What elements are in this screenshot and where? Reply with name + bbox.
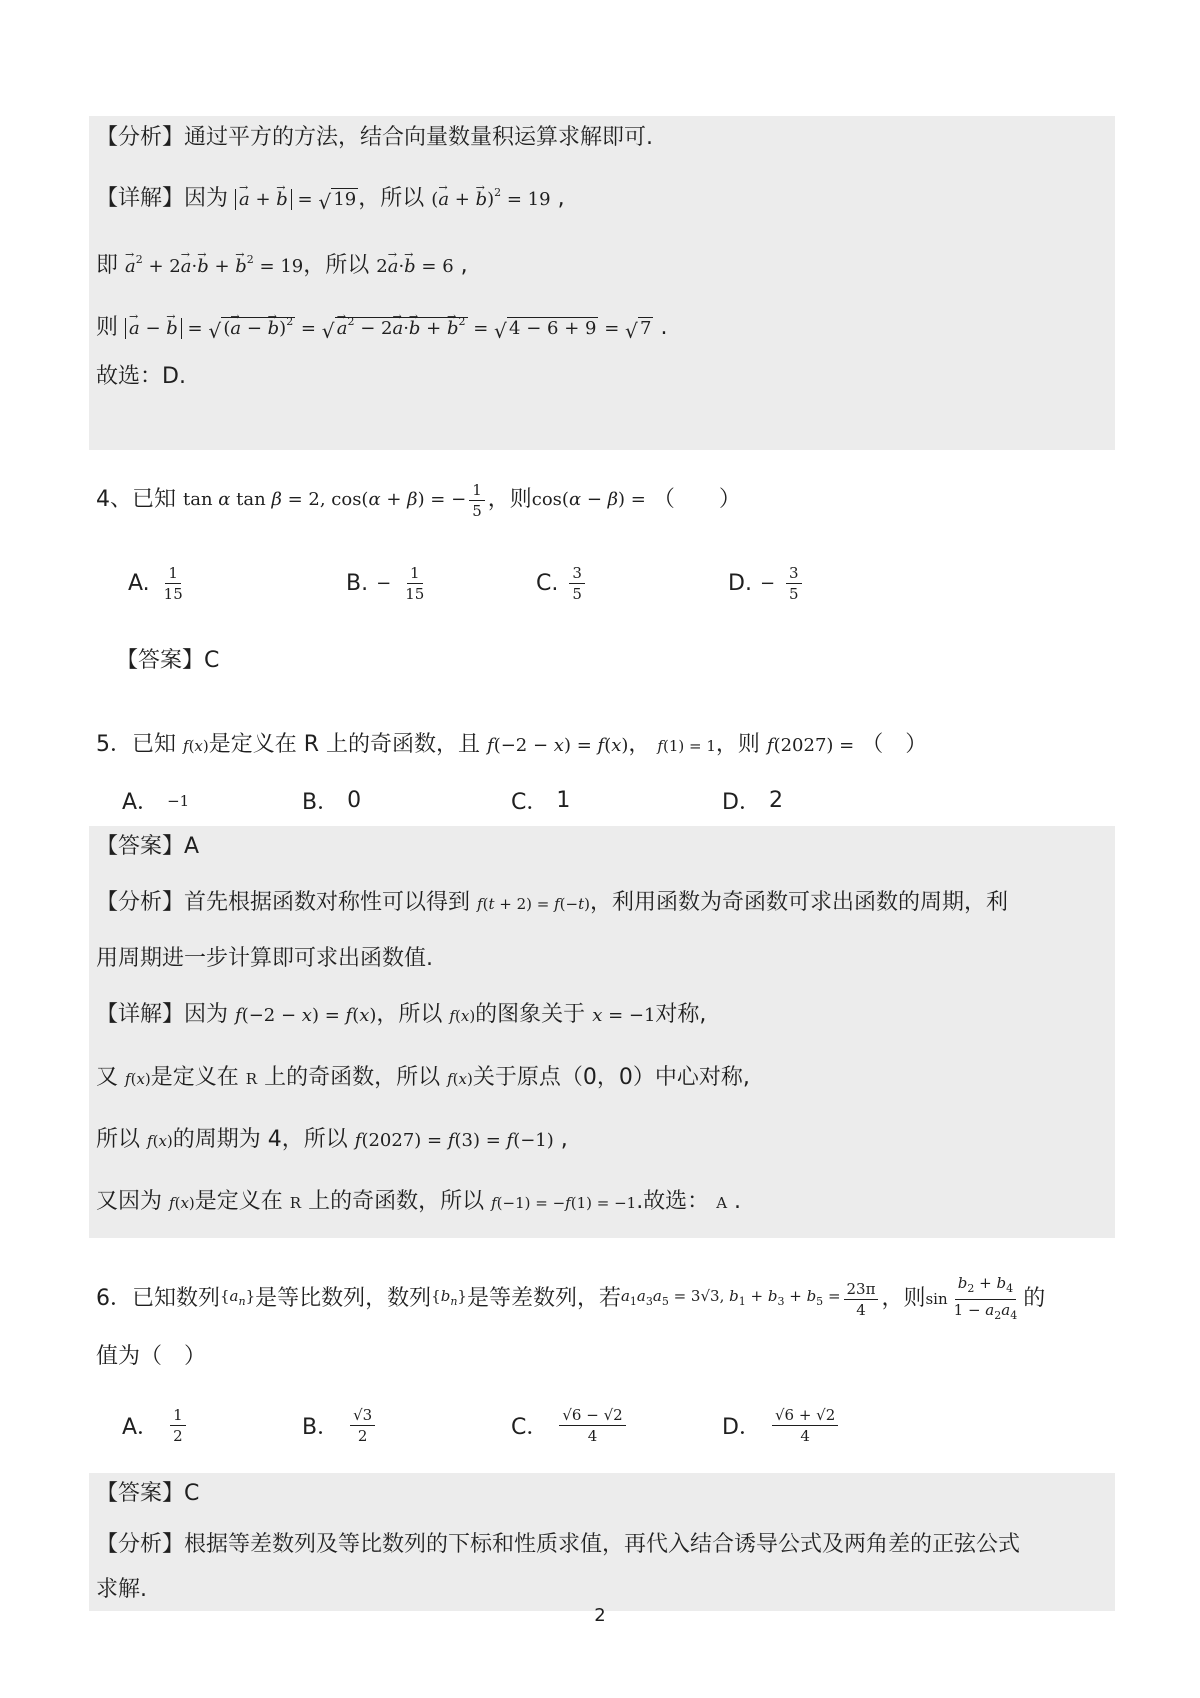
q3-detail-line3: 则 → a − → b = √ (→ a − → b)$^2$ = √ → $a^2 - 2\to a\cdot\to b$ + → $b^2$ = √ 4 − 6 + 9 = √ 7 . <box>96 307 667 344</box>
q6-option-b[interactable]: B． $\frac{√3}{2}$ <box>302 1405 378 1446</box>
q6-stem-line2: 值为（ ） <box>96 1344 207 1369</box>
q3-detail-line1: 【详解】因为 → a + → b = √ 19，所以 (→ a + → b)$^2$ = 19 , <box>96 178 565 215</box>
q3-choose: 故选：D. <box>96 364 186 389</box>
q5-stem: 5．已知 f(x)是定义在 R 上的奇函数，且 f(−2 − x) = f(x)， f(1) = 1，则 f(2027) = （ ） <box>96 732 928 757</box>
q5-analysis-line1: 【分析】首先根据函数对称性可以得到 f(t + 2) = f(−t)，利用函数为奇函数可求出函数的周期，利 <box>96 890 1008 915</box>
q6-stem: 6．已知数列 $\{a_n\}$ 是等比数列，数列 $\{b_n\}$ 是等差数列，若 $a_1a_3a_5 = 3√3$, $b_1 + b_3 + b_5$ = $\frac{23\pi}{4}$ ，则 sin $\frac{b_2 + b_4}{1 - a_2a_4}$ 的 <box>96 1273 1046 1322</box>
q6-option-d[interactable]: D． $\frac{√6 + √2}{4}$ <box>722 1405 841 1446</box>
q5-option-d[interactable]: D． 2 <box>722 788 783 815</box>
q6-answer: 【答案】C <box>96 1481 200 1506</box>
q4-option-a[interactable]: A. $\frac{1}{15}$ <box>128 564 183 603</box>
q6-analysis-line2: 求解. <box>96 1577 147 1602</box>
q5-answer: 【答案】A <box>96 834 200 859</box>
q5-detail-line1: 【详解】因为 f(−2 − x) = f(x)，所以 f(x)的图象关于 x = −1对称, <box>96 1002 707 1027</box>
q5-detail-line2: 又 f(x)是定义在 R 上的奇函数，所以 f(x)关于原点（0，0）中心对称, <box>96 1065 750 1090</box>
q4-option-c[interactable]: C. $\frac{3}{5}$ <box>536 563 588 604</box>
q3-detail-line2: 即 → $a^2 + 2\to a\cdot\to b$ + → $b^2 = 19$，所以 2→ a·→ b = 6 , <box>96 245 468 282</box>
page-number: 2 <box>594 1605 606 1626</box>
q3-analysis: 【分析】通过平方的方法，结合向量数量积运算求解即可. <box>96 125 654 150</box>
q5-option-c[interactable]: C． 1 <box>511 788 571 815</box>
q6-analysis-line1: 【分析】根据等差数列及等比数列的下标和性质求值，再代入结合诱导公式及两角差的正弦公式 <box>96 1532 1021 1557</box>
solution-block-q3 <box>89 116 1115 450</box>
q4-answer: 【答案】C <box>116 648 220 673</box>
q4-option-d[interactable]: D. − $\frac{3}{5}$ <box>728 563 805 604</box>
q6-option-c[interactable]: C． $\frac{√6 - √2}{4}$ <box>511 1405 629 1446</box>
q5-detail-line3: 所以 f(x)的周期为 4，所以 f(2027) = f(3) = f(−1) , <box>96 1127 568 1152</box>
q6-option-a[interactable]: A． $\frac{1}{2}$ <box>122 1405 189 1446</box>
q4-stem: 4、已知 tan α tan β = 2, cos(α + β) = − $\frac{1}{5}$ ，则 cos(α − β) = （ ） <box>96 480 741 520</box>
q5-detail-line4: 又因为 f(x)是定义在 R 上的奇函数，所以 f(−1) = −f(1) = −1.故选： A . <box>96 1189 742 1214</box>
q5-analysis-line2: 用周期进一步计算即可求出函数值. <box>96 946 433 971</box>
q4-option-b[interactable]: B. − $\frac{1}{15}$ <box>346 564 425 603</box>
q5-option-b[interactable]: B． 0 <box>302 788 362 815</box>
q5-option-a[interactable]: A． −1 <box>122 790 190 815</box>
